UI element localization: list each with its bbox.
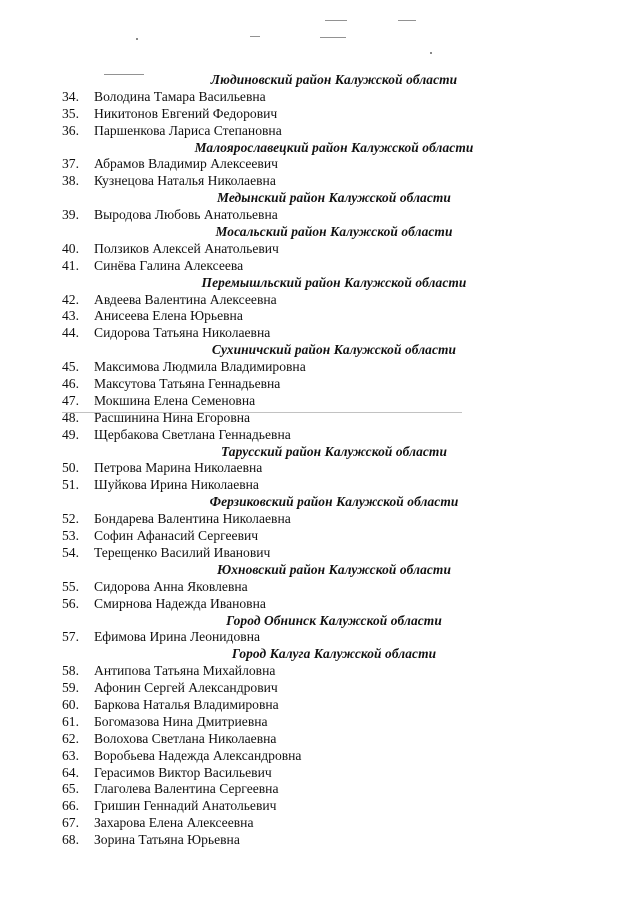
item-number: 42. <box>62 291 79 307</box>
person-name: Расшинина Нина Егоровна <box>94 409 251 425</box>
item-number: 57. <box>62 629 79 645</box>
item-number: 59. <box>62 680 79 696</box>
item-number: 66. <box>62 798 79 814</box>
list-item <box>0 477 640 494</box>
list-item <box>0 680 640 697</box>
list-item <box>0 545 640 562</box>
scan-artifact <box>430 52 432 54</box>
person-name: Сидорова Анна Яковлевна <box>94 578 248 594</box>
person-name: Бондарева Валентина Николаевна <box>94 511 291 527</box>
list-item <box>0 765 640 782</box>
list-item <box>0 798 640 815</box>
list-item <box>0 106 640 123</box>
scan-artifact <box>136 38 138 40</box>
item-number: 63. <box>62 747 79 763</box>
person-name: Володина Тамара Васильевна <box>94 88 266 104</box>
item-number: 44. <box>62 325 79 341</box>
person-name: Софин Афанасий Сергеевич <box>94 528 259 544</box>
person-name: Зорина Татьяна Юрьевна <box>94 832 240 848</box>
item-number: 68. <box>62 832 79 848</box>
list-item <box>0 241 640 258</box>
person-name: Глаголева Валентина Сергеевна <box>94 781 279 797</box>
scan-artifact <box>398 20 416 21</box>
person-name: Анисеева Елена Юрьевна <box>94 308 243 324</box>
person-name: Гришин Геннадий Анатольевич <box>94 798 277 814</box>
item-number: 60. <box>62 696 79 712</box>
list-item <box>0 832 640 849</box>
person-name: Щербакова Светлана Геннадьевна <box>94 426 291 442</box>
item-number: 54. <box>62 544 79 560</box>
scan-artifact <box>325 20 347 21</box>
person-name: Ползиков Алексей Анатольевич <box>94 240 279 256</box>
section-heading: Тарусский район Калужской области <box>220 443 447 459</box>
item-number: 38. <box>62 173 79 189</box>
list-item <box>0 173 640 190</box>
section-heading: Людиновский район Калужской области <box>210 72 458 87</box>
list-item <box>0 596 640 613</box>
list-item <box>0 156 640 173</box>
list-item <box>0 325 640 342</box>
person-name: Никитонов Евгений Федорович <box>94 105 278 121</box>
item-number: 49. <box>62 426 79 442</box>
list-item <box>0 89 640 106</box>
list-item <box>0 663 640 680</box>
person-name: Шуйкова Ирина Николаевна <box>94 477 259 493</box>
person-name: Баркова Наталья Владимировна <box>94 696 279 712</box>
person-name: Богомазова Нина Дмитриевна <box>94 713 268 729</box>
person-name: Терещенко Василий Иванович <box>94 544 271 560</box>
list-item <box>0 308 640 325</box>
person-name: Максимова Людмила Владимировна <box>94 359 306 375</box>
list-item <box>0 258 640 275</box>
person-name: Мокшина Елена Семеновна <box>94 392 256 408</box>
item-number: 51. <box>62 477 79 493</box>
item-number: 39. <box>62 207 79 223</box>
item-number: 41. <box>62 257 79 273</box>
item-number: 67. <box>62 815 79 831</box>
section-heading: Город Обнинск Калужской области <box>226 612 442 628</box>
list-item <box>0 528 640 545</box>
list-item <box>0 748 640 765</box>
item-number: 65. <box>62 781 79 797</box>
item-number: 50. <box>62 460 79 476</box>
person-name: Абрамов Владимир Алексеевич <box>94 156 278 172</box>
item-number: 55. <box>62 578 79 594</box>
person-name: Волохова Светлана Николаевна <box>94 730 277 746</box>
list-item <box>0 815 640 832</box>
section-heading: Перемышльский район Калужской области <box>201 274 467 290</box>
item-number: 52. <box>62 511 79 527</box>
item-number: 48. <box>62 409 79 425</box>
item-number: 53. <box>62 528 79 544</box>
item-number: 34. <box>62 88 79 104</box>
person-name: Антипова Татьяна Михайловна <box>94 663 276 679</box>
item-number: 45. <box>62 359 79 375</box>
section-heading: Юхновский район Калужской области <box>217 561 451 577</box>
list-item <box>0 781 640 798</box>
person-name: Герасимов Виктор Васильевич <box>94 764 272 780</box>
item-number: 37. <box>62 156 79 172</box>
item-number: 56. <box>62 595 79 611</box>
item-number: 61. <box>62 713 79 729</box>
scan-artifact <box>320 37 346 38</box>
item-number: 36. <box>62 122 79 138</box>
list-item <box>0 629 640 646</box>
person-name: Афонин Сергей Александрович <box>94 680 278 696</box>
list-item <box>0 731 640 748</box>
list-item <box>0 359 640 376</box>
list-item <box>0 511 640 528</box>
item-number: 40. <box>62 240 79 256</box>
person-name: Захарова Елена Алексеевна <box>94 815 254 831</box>
person-name: Петрова Марина Николаевна <box>94 460 263 476</box>
section-heading: Малоярославецкий район Калужской области <box>194 139 474 155</box>
list-item <box>0 714 640 731</box>
item-number: 35. <box>62 105 79 121</box>
item-number: 46. <box>62 376 79 392</box>
list-item <box>0 410 640 427</box>
list-item <box>0 393 640 410</box>
list-item <box>0 123 640 140</box>
item-number: 64. <box>62 764 79 780</box>
list-item <box>0 376 640 393</box>
person-name: Синёва Галина Алексеева <box>94 257 244 273</box>
list-item <box>0 292 640 309</box>
list-item <box>0 697 640 714</box>
section-heading: Город Калуга Калужской области <box>231 646 437 662</box>
person-name: Сидорова Татьяна Николаевна <box>94 325 271 341</box>
section-heading: Медынский район Калужской области <box>217 190 451 206</box>
person-name: Выродова Любовь Анатольевна <box>94 207 278 223</box>
section-heading: Сухиничский район Калужской области <box>211 342 457 358</box>
section-heading: Мосальский район Калужской области <box>215 224 453 240</box>
person-name: Воробьева Надежда Александровна <box>94 747 302 763</box>
person-name: Кузнецова Наталья Николаевна <box>94 173 276 189</box>
scan-artifact <box>250 36 260 37</box>
item-number: 58. <box>62 663 79 679</box>
item-number: 43. <box>62 308 79 324</box>
list-item <box>0 427 640 444</box>
document-list <box>0 72 640 849</box>
list-item <box>0 460 640 477</box>
item-number: 47. <box>62 392 79 408</box>
person-name: Смирнова Надежда Ивановна <box>94 595 266 611</box>
list-item <box>0 207 640 224</box>
item-number: 62. <box>62 730 79 746</box>
person-name: Паршенкова Лариса Степановна <box>94 122 282 138</box>
person-name: Ефимова Ирина Леонидовна <box>94 629 260 645</box>
person-name: Максутова Татьяна Геннадьевна <box>94 376 281 392</box>
section-heading: Ферзиковский район Калужской области <box>209 494 459 510</box>
person-name: Авдеева Валентина Алексеевна <box>94 291 277 307</box>
list-item <box>0 579 640 596</box>
